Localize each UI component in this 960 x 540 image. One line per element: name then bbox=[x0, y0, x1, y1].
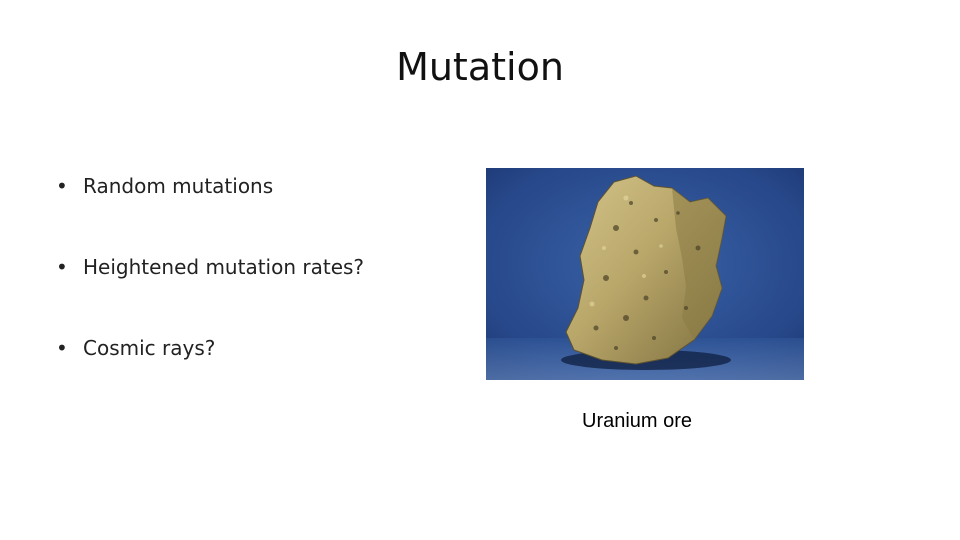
uranium-ore-photo bbox=[486, 168, 804, 380]
bullet-list bbox=[56, 168, 364, 411]
bullet-item bbox=[56, 249, 364, 330]
bullet-text: Random mutations bbox=[83, 174, 274, 198]
bullet-item bbox=[56, 330, 364, 411]
image-caption: Uranium ore bbox=[582, 410, 693, 432]
slide-title: Mutation bbox=[396, 45, 564, 89]
bullet-text: Heightened mutation rates? bbox=[83, 255, 365, 279]
bullet-icon: • bbox=[56, 174, 68, 198]
bullet-icon: • bbox=[56, 336, 68, 360]
bullet-item bbox=[56, 168, 364, 249]
bullet-icon: • bbox=[56, 255, 68, 279]
bullet-text: Cosmic rays? bbox=[83, 336, 216, 360]
